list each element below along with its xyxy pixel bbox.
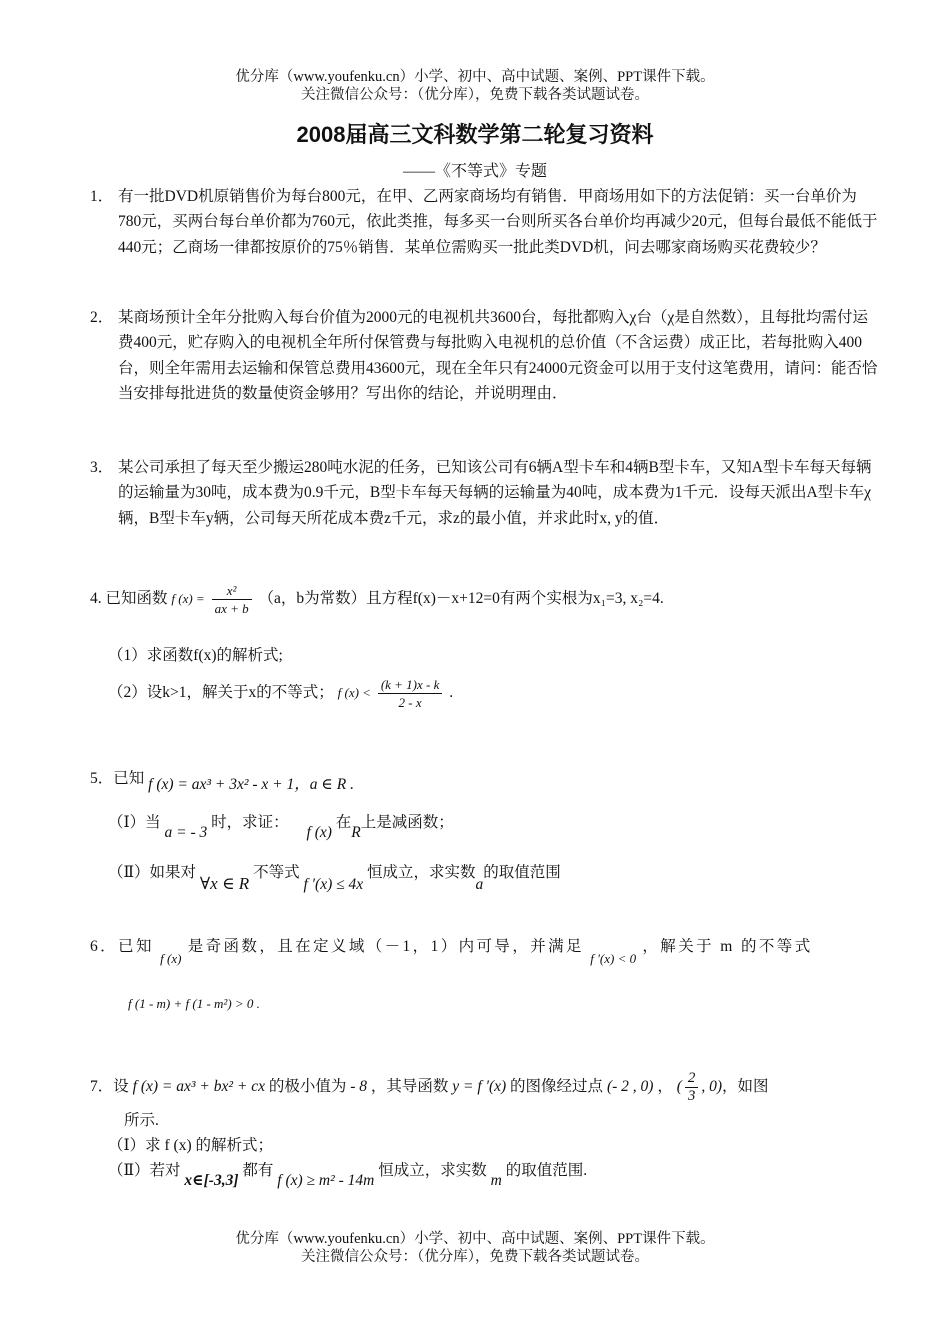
question-5-part-1 — [108, 810, 454, 841]
question-7-part-2-set: x∈[-3,3] — [184, 1172, 239, 1189]
question-7-mid-3: 的图像经过点 — [510, 1078, 604, 1096]
document-subtitle: ——《不等式》专题 — [402, 163, 547, 180]
question-5-part-2-forall: ∀x ∈ R — [199, 874, 250, 893]
question-7-part-2-m: m — [490, 1172, 502, 1189]
question-1-number: 1． — [90, 188, 114, 205]
question-4-part-2-fraction — [378, 676, 443, 711]
question-6-end: ，解关于 m 的不等式 — [642, 938, 813, 955]
question-7-part-2-end: 的取值范围. — [505, 1162, 588, 1179]
question-7-point-2-num: 2 — [685, 1070, 699, 1088]
question-7-end: ，如图 — [722, 1078, 769, 1096]
question-5-line — [90, 766, 354, 793]
question-4-part-2-intro: （2）设k>1，解关于x的不等式； — [108, 684, 334, 702]
question-5-part-2-ineq: f ′(x) ≤ 4x — [303, 876, 364, 893]
question-5-part-1-fx: f (x) — [306, 824, 332, 841]
question-5-part-1-R: R — [351, 824, 361, 841]
question-7-separator: ， — [657, 1078, 673, 1096]
question-1 — [90, 184, 880, 260]
question-5-part-1-in: 在 — [335, 814, 352, 831]
question-6-fx: f (x) — [160, 951, 182, 966]
question-5-intro: 5．已知 — [90, 770, 145, 787]
question-4-frac-den: ax + b — [214, 601, 249, 616]
page-footer — [0, 1230, 950, 1266]
question-6-condition: f ′(x) < 0 — [590, 951, 637, 966]
question-5-part-1-mid: 时，求证： — [211, 814, 289, 831]
question-6-intro: 6．已知 — [90, 938, 154, 955]
question-4-frac-num: x² — [212, 582, 252, 600]
question-1-text: 有一批DVD机原销售价为每台800元，在甲、乙两家商场均有销售．甲商场用如下的方法促销：买一台单价为780元，买两台每台单价都为760元，依此类推，每多买一台则所买各台单价均再减少20元，但每台最低不能低于440元；乙商场一律都按原价的75％销售．某单位需购买一批此类DVD机，问去哪家商场购买花费较少？ — [118, 188, 878, 256]
question-7-derivative: y = f ′(x) — [452, 1078, 507, 1096]
question-7-line — [90, 1070, 769, 1105]
question-4-part-2-den: 2 - x — [398, 695, 422, 710]
question-5-part-2 — [108, 860, 561, 893]
question-4-line — [90, 582, 664, 617]
question-7-part-2-ineq: f (x) ≥ m² - 14m — [277, 1172, 375, 1189]
question-3-number: 3． — [90, 459, 114, 476]
header-line-2: 关注微信公众号：（优分库），免费下载各类试题试卷。 — [301, 87, 649, 103]
question-7-minimum: - 8 — [350, 1078, 368, 1096]
question-5-formula: f (x) = ax³ + 3x² - x + 1 — [148, 776, 295, 793]
question-5-part-2-intro: （Ⅱ）如果对 — [108, 864, 197, 881]
question-7-mid-1: 的极小值为 — [268, 1078, 347, 1096]
question-5-part-1-end: 上是减函数； — [360, 814, 454, 831]
question-4-part-2 — [108, 676, 453, 711]
question-2-text: 某商场预计全年分批购入每台价值为2000元的电视机共3600台，每批都购入χ台（χ是自然数），且每批均需付运费400元，贮存购入的电视机全年所付保管费与每批购入电视机的总价值（不含运费）成正比，若每批购入400台，则全年需用去运输和保管总费用43600元，现在全年只有24000元资金可以用于支付这笔费用，请问：能否恰当安排每批进货的数量使资金够用？写出你的结论，并说明理由． — [118, 309, 878, 403]
question-4-condition: （a，b为常数）且方程f(x)－x+12=0有两个实根为x₁=3, x₂=4. — [258, 590, 664, 608]
question-7-part-2-mid2: 恒成立，求实数 — [378, 1162, 487, 1179]
header-line-1: 优分库（www.youfenku.cn）小学、初中、高中试题、案例、PPT课件下载。 — [235, 69, 715, 85]
question-7-point-2-den: 3 — [687, 1088, 696, 1104]
question-7-intro: 7．设 — [90, 1078, 129, 1096]
footer-line-1: 优分库（www.youfenku.cn）小学、初中、高中试题、案例、PPT课件下载。 — [235, 1231, 715, 1247]
question-5-part-1-intro: （Ⅰ）当 — [108, 814, 161, 831]
question-3 — [90, 455, 880, 531]
question-5-domain: ，a ∈ R . — [294, 776, 354, 793]
question-5-part-2-end: 的取值范围 — [483, 864, 561, 881]
question-7-point-1: (- 2 , 0) — [606, 1078, 654, 1096]
question-7-mid-2: ，其导函数 — [370, 1078, 449, 1096]
question-7-formula: f (x) = ax³ + bx² + cx — [132, 1078, 265, 1096]
question-7-line-2: 所示. — [124, 1112, 159, 1129]
page-header — [0, 68, 950, 104]
question-5-part-2-a: a — [475, 876, 484, 893]
question-4-fraction — [212, 582, 252, 617]
question-7-point-2-close: , 0) — [701, 1078, 723, 1096]
question-7-part-2 — [108, 1158, 588, 1189]
question-5-part-2-mid2: 恒成立，求实数 — [367, 864, 476, 881]
question-7-part-2-mid: 都有 — [242, 1162, 274, 1179]
question-2-number: 2． — [90, 309, 114, 326]
question-5-part-1-a: a = - 3 — [164, 824, 208, 841]
question-7-part-2-intro: （Ⅱ）若对 — [108, 1162, 181, 1179]
question-4-part-1: （1）求函数f(x)的解析式; — [108, 647, 283, 664]
question-7-point-2-fraction — [685, 1070, 699, 1105]
question-5-part-2-mid: 不等式 — [253, 864, 300, 881]
footer-line-2: 关注微信公众号：（优分库），免费下载各类试题试卷。 — [301, 1249, 649, 1265]
question-4-intro: 4. 已知函数 — [90, 590, 168, 608]
document-title: 2008届高三文科数学第二轮复习资料 — [296, 122, 654, 147]
question-7-part-1: （Ⅰ）求 f (x) 的解析式； — [108, 1137, 273, 1154]
question-4-part-2-num: (k + 1)x - k — [378, 676, 443, 694]
question-4-fx: f (x) = — [171, 591, 205, 607]
question-2 — [90, 305, 880, 407]
question-3-text: 某公司承担了每天至少搬运280吨水泥的任务，已知该公司有6辆A型卡车和4辆B型卡车，又知A型卡车每天每辆的运输量为30吨，成本费为0.9千元，B型卡车每天每辆的运输量为40吨，成本费为1千元．设每天派出A型卡车χ辆，B型卡车y辆，公司每天所花成本费z千元，求z的最小值，并求此时x, y的值． — [118, 459, 872, 527]
question-6-line — [90, 934, 813, 966]
question-4-part-2-end: . — [449, 684, 454, 702]
question-7-point-2-open: ( — [676, 1078, 682, 1096]
question-6-inequality: f (1 - m) + f (1 - m²) > 0 . — [128, 996, 260, 1011]
question-6-mid: 是奇函数，且在定义域（－1，1）内可导，并满足 — [187, 938, 584, 955]
question-4-part-2-fx: f (x) < — [337, 685, 371, 701]
